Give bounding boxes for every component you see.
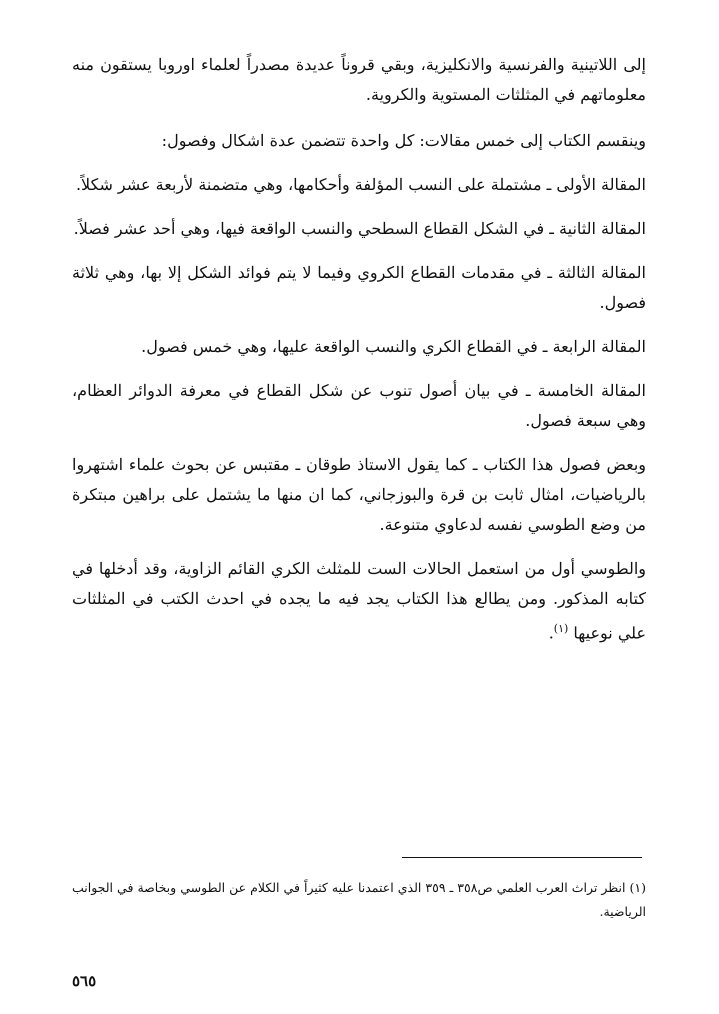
paragraph-division: وينقسم الكتاب إلى خمس مقالات: كل واحدة تتضمن عدة اشكال وفصول: [161,131,646,150]
page-body [72,50,646,662]
paragraph-article-4: المقالة الرابعة ـ في القطاع الكري والنسب الواقعة عليها، وهي خمس فصول. [141,337,646,356]
paragraph-tusi-text: والطوسي أول من استعمل الحالات الست للمثلث الكري القائم الزاوية، وقد أدخلها في كتابه المذكور. ومن يطالع هذا الكتاب يجد فيه ما يجده في احدث الكتب في المثلثات علي نوعيها [72,559,646,643]
paragraph-sources: وبعض فصول هذا الكتاب ـ كما يقول الاستاذ طوقان ـ مقتبس عن بحوث علماء اشتهروا بالرياضيات، امثال ثابت بن قرة والبوزجاني، كما ان منها ما يشتمل على براهين مبتكرة من وضع الطوسي نفسه لدعاوي متنوعة. [72,455,647,534]
paragraph-tusi [72,554,646,648]
paragraph-article-5: المقالة الخامسة ـ في بيان أصول تنوب عن شكل القطاع في معرفة الدوائر العظام، وهي سبعة فصول. [72,381,646,430]
paragraph-intro: إلى اللاتينية والفرنسية والانكليزية، وبقي قروناً عديدة مصدراً لعلماء اوروبا يستقون منه معلوماتهم في المثلثات المستوية والكروية. [72,55,646,104]
footnote-divider [402,857,642,858]
paragraph-tusi-end: . [548,623,554,643]
footnote-text: (١) انظر تراث العرب العلمي ص٣٥٨ ـ ٣٥٩ الذي اعتمدنا عليه كثيراً في الكلام عن الطوسي وبخاصة في الجوانب الرياضية. [72,880,646,919]
paragraph-article-2: المقالة الثانية ـ في الشكل القطاع السطحي والنسب الواقعة فيها، وهي أحد عشر فصلاً. [73,219,646,238]
paragraph-article-1: المقالة الأولى ـ مشتملة على النسب المؤلفة وأحكامها، وهي متضمنة لأربعة عشر شكلاً. [75,175,646,194]
paragraph-article-3: المقالة الثالثة ـ في مقدمات القطاع الكروي وفيما لا يتم فوائد الشكل إلا بها، وهي ثلاثة فصول. [72,263,646,312]
footnote [72,876,646,924]
page-number: ٥٦٥ [72,972,97,990]
footnote-reference: (١) [553,622,569,635]
